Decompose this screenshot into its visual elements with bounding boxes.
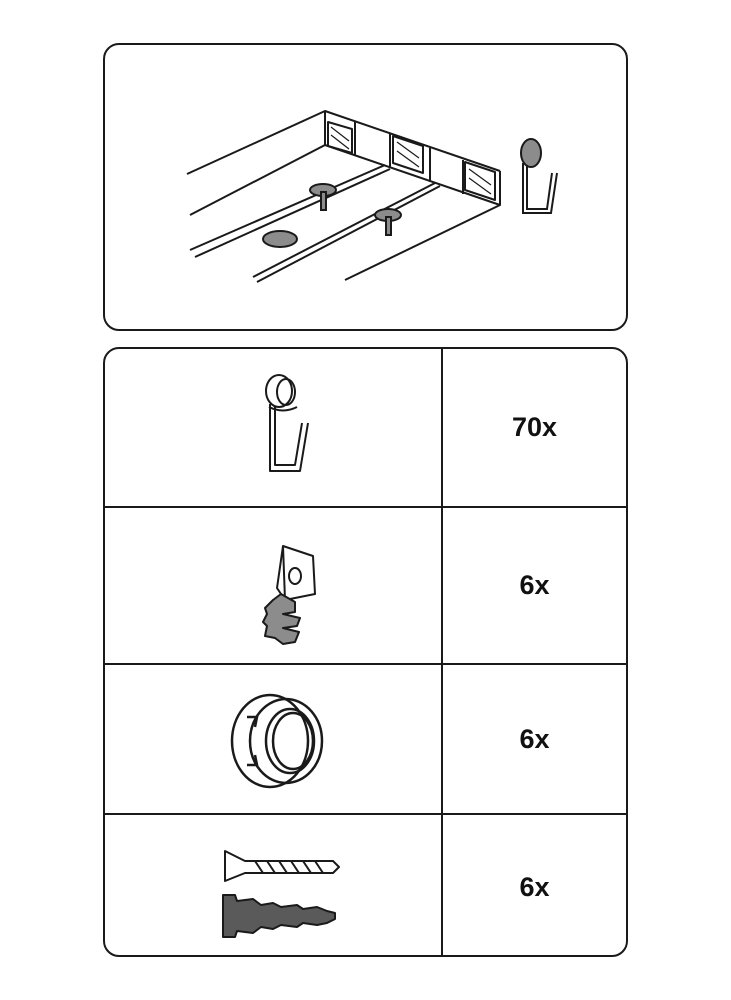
curtain-track-illustration (105, 45, 630, 333)
parts-table (103, 347, 628, 957)
track-bracket-icon (105, 508, 443, 663)
quantity-label: 6x (519, 570, 550, 600)
table-row (105, 506, 626, 663)
quantity-label: 6x (519, 871, 550, 902)
glider-hook-icon (105, 349, 443, 506)
table-row (105, 349, 626, 506)
end-cap-icon (105, 665, 443, 813)
table-row (105, 813, 626, 957)
quantity-label: 70x (511, 412, 558, 442)
screw-plug-icon (105, 815, 443, 957)
overview-panel (103, 43, 628, 331)
table-row (105, 663, 626, 813)
quantity-label: 6x (519, 723, 550, 754)
